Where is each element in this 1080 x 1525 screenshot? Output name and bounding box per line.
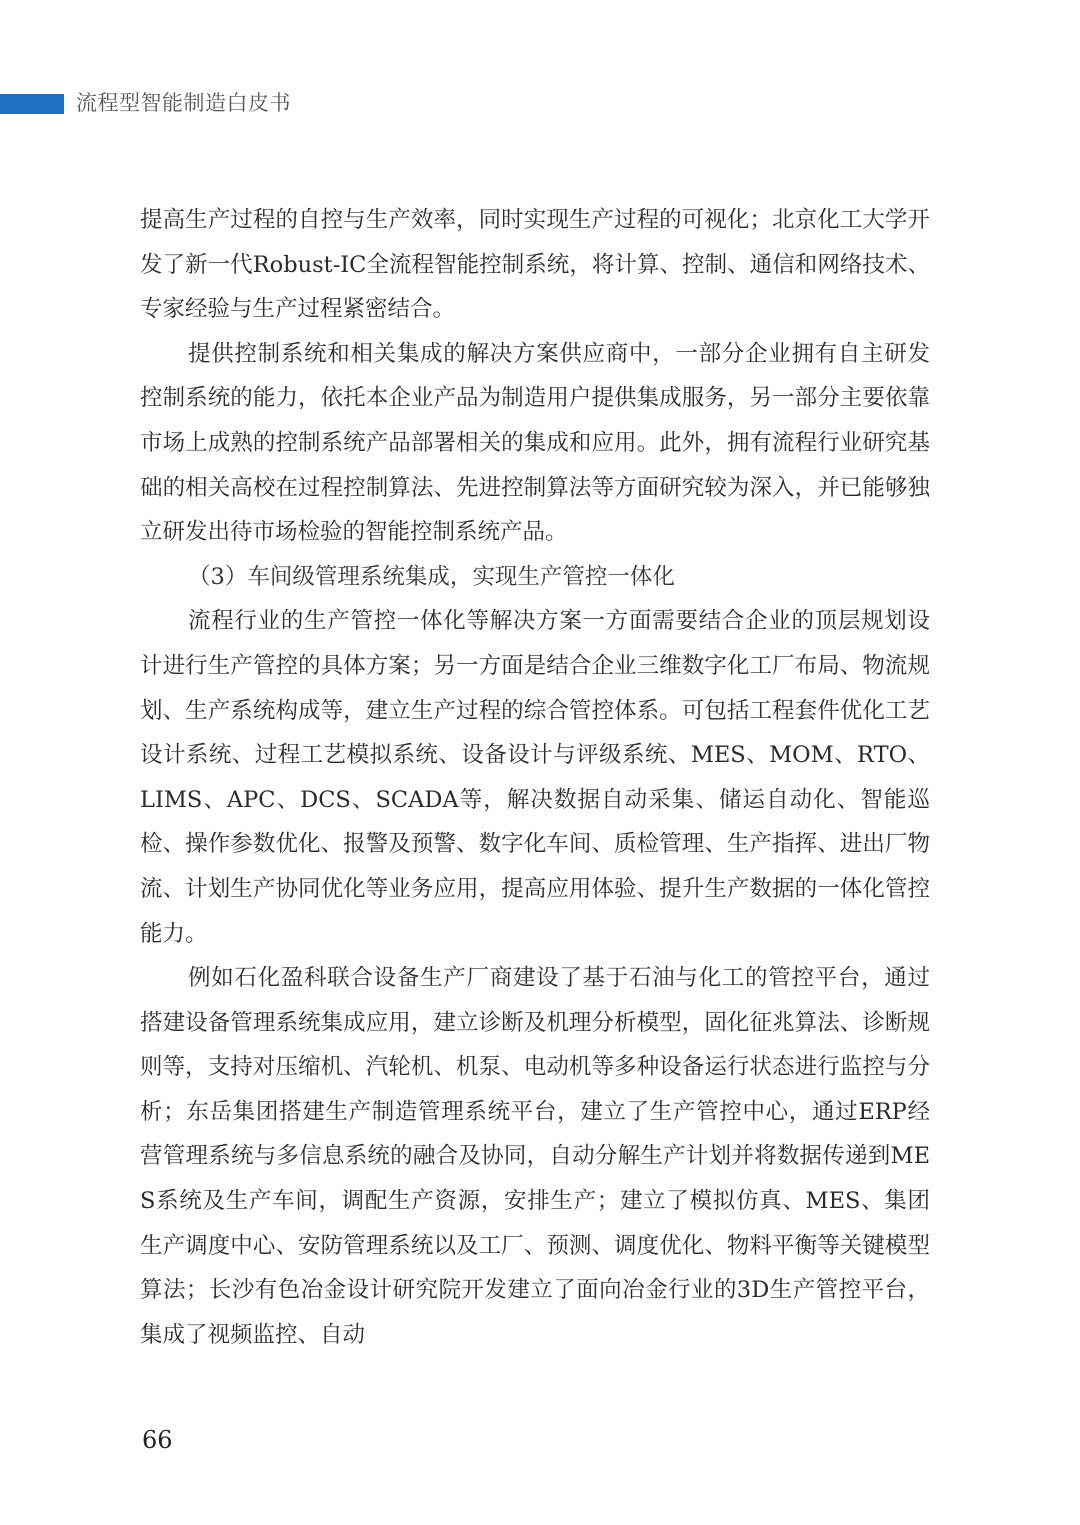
running-header [0, 88, 600, 118]
header-accent-bar [0, 94, 64, 114]
paragraph-1: 提高生产过程的自控与生产效率，同时实现生产过程的可视化；北京化工大学开发了新一代Robust-IC全流程智能控制系统，将计算、控制、通信和网络技术、专家经验与生产过程紧密结合。 [140, 207, 930, 323]
page-number: 66 [142, 1426, 173, 1454]
header-title: 流程型智能制造白皮书 [76, 91, 291, 115]
paragraph-3: 流程行业的生产管控一体化等解决方案一方面需要结合企业的顶层规划设计进行生产管控的具体方案；另一方面是结合企业三维数字化工厂布局、物流规划、生产系统构成等，建立生产过程的综合管控体系。可包括工程套件优化工艺设计系统、过程工艺模拟系统、设备设计与评级系统、MES、MOM、RTO、LIMS、APC、DCS、SCADA等，解决数据自动采集、储运自动化、智能巡检、操作参数优化、报警及预警、数字化车间、质检管理、生产指挥、进出厂物流、计划生产协同优化等业务应用，提高应用体验、提升生产数据的一体化管控能力。 [140, 608, 930, 947]
body-text [140, 198, 930, 1357]
paragraph-2: 提供控制系统和相关集成的解决方案供应商中，一部分企业拥有自主研发控制系统的能力，依托本企业产品为制造用户提供集成服务，另一部分主要依靠市场上成熟的控制系统产品部署相关的集成和应用。此外，拥有流程行业研究基础的相关高校在过程控制算法、先进控制算法等方面研究较为深入，并已能够独立研发出待市场检验的智能控制系统产品。 [140, 340, 930, 546]
section-subheading: （3）车间级管理系统集成，实现生产管控一体化 [188, 563, 675, 590]
paragraph-4: 例如石化盈科联合设备生产厂商建设了基于石油与化工的管控平台，通过搭建设备管理系统集成应用，建立诊断及机理分析模型，固化征兆算法、诊断规则等，支持对压缩机、汽轮机、机泵、电动机等多种设备运行状态进行监控与分析；东岳集团搭建生产制造管理系统平台，建立了生产管控中心，通过ERP经营管理系统与多信息系统的融合及协同，自动分解生产计划并将数据传递到MES系统及生产车间，调配生产资源，安排生产；建立了模拟仿真、MES、集团生产调度中心、安防管理系统以及工厂、预测、调度优化、物料平衡等关键模型算法；长沙有色冶金设计研究院开发建立了面向冶金行业的3D生产管控平台，集成了视频监控、自动 [140, 965, 930, 1348]
